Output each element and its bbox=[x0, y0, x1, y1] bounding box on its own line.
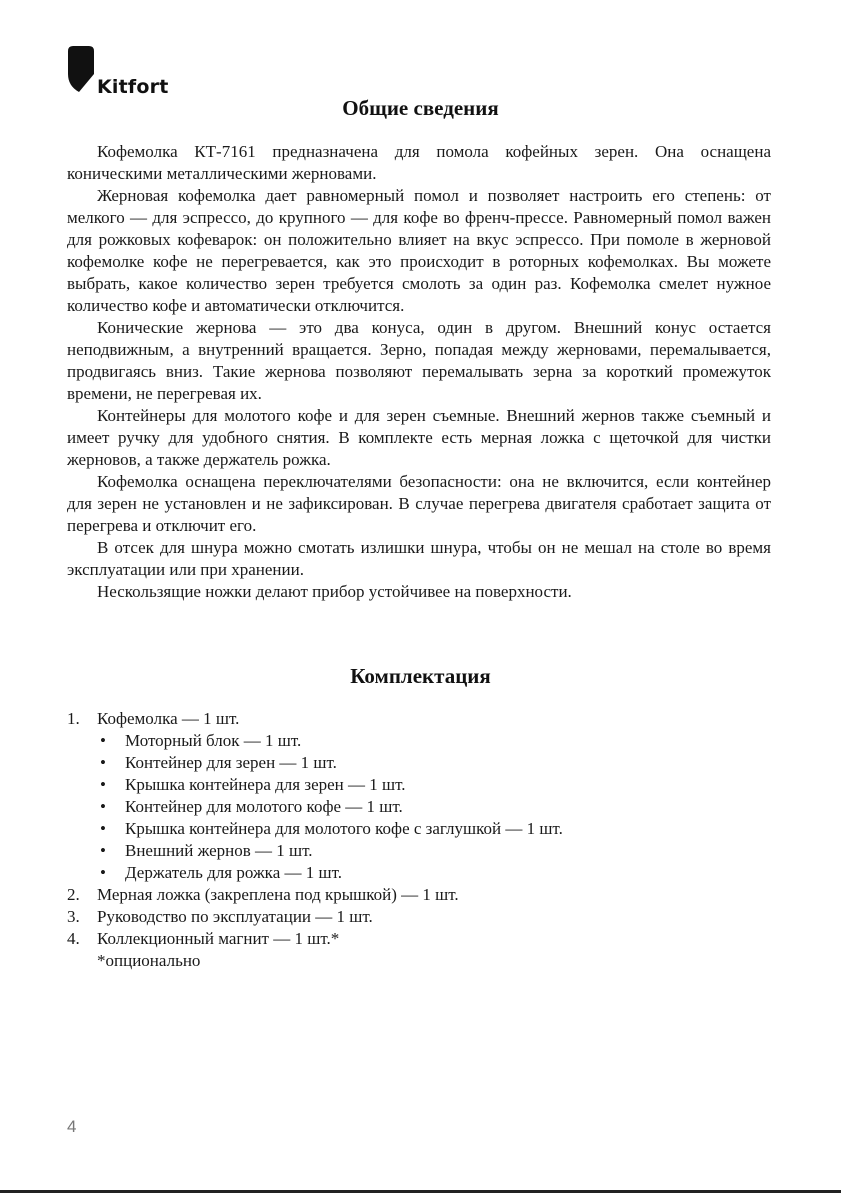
item-text: Руководство по эксплуатации — 1 шт. bbox=[97, 907, 373, 926]
sublist-item-text: Внешний жернов — 1 шт. bbox=[125, 841, 313, 860]
sublist-item-text: Крышка контейнера для зерен — 1 шт. bbox=[125, 775, 406, 794]
brand-name: Kitfort bbox=[97, 76, 169, 98]
item-number: 2. bbox=[67, 885, 80, 904]
sublist-item-text: Контейнер для молотого кофе — 1 шт. bbox=[125, 797, 403, 816]
sublist-item-text: Моторный блок — 1 шт. bbox=[125, 731, 302, 750]
bullet: • bbox=[100, 731, 106, 750]
sublist-item bbox=[97, 752, 787, 774]
kitfort-logo bbox=[68, 46, 188, 98]
paragraph: Конические жернова — это два конуса, один в другом. Внешний конус остается неподвижным, а внутренний вращается. Зерно, попадая между жерновами, перемалывается, продвигаясь вниз. Такие жернова позволяют перемалывать зерна за короткий промежуток времени, не перегревая их. bbox=[67, 318, 771, 403]
sublist-item bbox=[97, 818, 787, 840]
sublist-item bbox=[97, 774, 787, 796]
item-text: Мерная ложка (закреплена под крышкой) — 1 шт. bbox=[97, 885, 459, 904]
bullet: • bbox=[100, 775, 106, 794]
bullet: • bbox=[100, 863, 106, 882]
sublist-item bbox=[97, 796, 787, 818]
paragraph: Контейнеры для молотого кофе и для зерен съемные. Внешний жернов также съемный и имеет ручку для удобного снятия. В комплекте есть мерная ложка с щеточкой для чистки жерновов, а также держатель рожка. bbox=[67, 406, 771, 469]
paragraph: Кофемолка КТ-7161 предназначена для помола кофейных зерен. Она оснащена коническими металлическими жерновами. bbox=[67, 142, 771, 183]
kitfort-logo-icon bbox=[68, 46, 94, 92]
list-item bbox=[67, 884, 787, 906]
bullet: • bbox=[100, 797, 106, 816]
paragraph: Нескользящие ножки делают прибор устойчивее на поверхности. bbox=[97, 582, 572, 601]
item-number: 1. bbox=[67, 709, 80, 728]
sublist-item bbox=[97, 730, 787, 752]
item-number: 3. bbox=[67, 907, 80, 926]
list-item bbox=[67, 928, 787, 950]
footnote: *опционально bbox=[97, 951, 201, 970]
bullet: • bbox=[100, 753, 106, 772]
page-number: 4 bbox=[67, 1117, 77, 1136]
sublist bbox=[97, 730, 787, 884]
general-info-title: Общие сведения bbox=[342, 96, 499, 120]
sublist-item bbox=[97, 840, 787, 862]
sublist-item-text: Контейнер для зерен — 1 шт. bbox=[125, 753, 337, 772]
bullet: • bbox=[100, 841, 106, 860]
paragraph: Жерновая кофемолка дает равномерный помол и позволяет настроить его степень: от мелкого — для эспрессо, до крупного — для кофе во френч-прессе. Равномерный помол важен для рожковых кофеварок: он положительно влияет на вкус эспрессо. При помоле в жерновой кофемолке кофе не перегревается, как это происходит в роторных кофемолках. Вы можете выбрать, какое количество зерен требуется смолоть за один раз. Кофемолка смелет нужное количество кофе и автоматически отключится. bbox=[67, 186, 771, 315]
item-text: Кофемолка — 1 шт. bbox=[97, 709, 240, 728]
sublist-item-text: Держатель для рожка — 1 шт. bbox=[125, 863, 342, 882]
list-item bbox=[67, 708, 787, 884]
item-text: Коллекционный магнит — 1 шт.* bbox=[97, 929, 340, 948]
paragraph: В отсек для шнура можно смотать излишки шнура, чтобы он не мешал на столе во время эксплуатации или при хранении. bbox=[67, 538, 771, 579]
package-contents-list bbox=[67, 708, 787, 972]
general-info-body bbox=[67, 141, 771, 603]
item-number: 4. bbox=[67, 929, 80, 948]
paragraph: Кофемолка оснащена переключателями безопасности: она не включится, если контейнер для зерен не установлен и не зафиксирован. В случае перегрева двигателя сработает защита от перегрева и отключит его. bbox=[67, 472, 771, 535]
bullet: • bbox=[100, 819, 106, 838]
list-item bbox=[67, 906, 787, 928]
sublist-item-text: Крышка контейнера для молотого кофе с заглушкой — 1 шт. bbox=[125, 819, 563, 838]
sublist-item bbox=[97, 862, 787, 884]
package-contents-title: Комплектация bbox=[350, 664, 491, 688]
